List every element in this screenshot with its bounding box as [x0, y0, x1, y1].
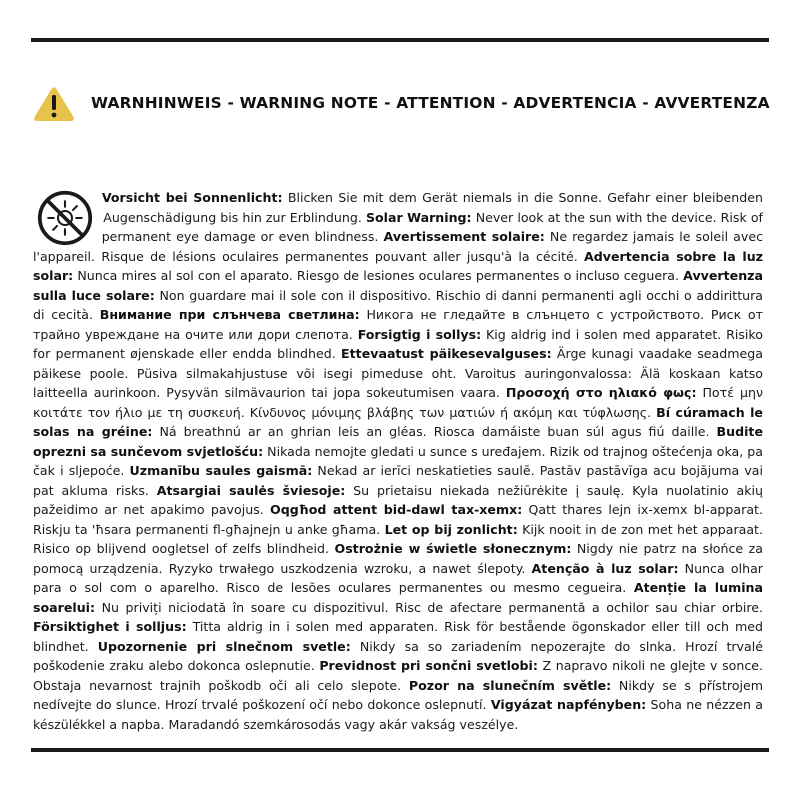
- warning-label: Avertissement solaire:: [383, 229, 545, 244]
- warning-label: Försiktighet i solljus:: [33, 619, 187, 634]
- warning-label: Solar Warning:: [365, 209, 472, 225]
- warning-label: Atsargiai saulės šviesoje:: [156, 482, 346, 498]
- warning-label: Внимание при слънчева светлина:: [99, 307, 360, 322]
- warning-label: Previdnost pri sončni svetlobi:: [319, 658, 538, 673]
- warning-text: Nikdy sa so zariadením nepozerajte do slnka. Hrozí trvalé poškodenie zraku alebo dokonca oslepnutie.: [33, 638, 763, 673]
- warning-header: [33, 86, 773, 126]
- warning-label: Advertencia sobre la luz solar:: [33, 248, 763, 283]
- warning-text: Su prietaisu niekada nežiūrėkite į saulę. Kyla nuolatinio akių pažeidimo ar net apakimo pavojus.: [33, 482, 763, 517]
- warning-text: Titta aldrig in i solen med apparaten. Risk för bestående ögonskador eller till och med blindhet.: [33, 619, 763, 654]
- no-sun-icon: [37, 190, 93, 246]
- warning-label: Forsigtig i sollys:: [357, 326, 482, 342]
- warning-text: Никога не гледайте в слънцето с устройството. Риск от трайно увреждане на очите или дори слепота.: [33, 307, 763, 342]
- warning-text: Z napravo nikoli ne glejte v sonce. Obstaja nevarnost trajnih poškodb oči ali celo slepote.: [33, 658, 763, 693]
- page-title: WARNHINWEIS - WARNING NOTE - ATTENTION - ADVERTENCIA - AVVERTENZA: [91, 94, 770, 112]
- warning-label: Ostrożnie w świetle słonecznym:: [334, 541, 572, 556]
- warning-text: Nu priviți niciodată în soare cu dispozitivul. Risc de afectare permanentă a ochilor sau chiar orbire.: [95, 599, 763, 615]
- warning-text: Ärge kunagi vaadake seadmega päikese poole. Püsiva silmakahjustuse või isegi pimeduse oht. Varoitus auringonvalossa: Älä koskaan katso laitteella aurinkoon. Pysyvän silmävaurion tai jopa sokeutumisen vaara.: [33, 346, 763, 400]
- warning-text: Blicken Sie mit dem Gerät niemals in die Sonne. Gefahr einer bleibenden Augenschädigung bis hin zur Erblindung.: [103, 190, 763, 225]
- warning-text: Qatt thares lejn ix-xemx bl-apparat. Riskju ta 'ħsara permanenti fl-għajnejn u anke għama.: [33, 502, 763, 537]
- warning-label: Vorsicht bei Sonnenlicht:: [101, 190, 283, 205]
- warning-label: Ettevaatust päikesevalguses:: [341, 346, 552, 361]
- warning-label: Avvertenza sulla luce solare:: [33, 268, 763, 303]
- warning-text: Nunca olhar para o sol com o aparelho. Risco de lesões oculares permanentes ou mesmo cegueira.: [33, 560, 763, 595]
- warning-text: Ná breathnú ar an ghrian leis an gléas. Riosca damáiste buan súl agus fiú daille.: [152, 424, 717, 439]
- warning-label: Atenție la lumina soarelui:: [33, 580, 763, 615]
- warning-text: Nunca mires al sol con el aparato. Riesgo de lesiones oculares permanentes o incluso ceguera.: [73, 268, 684, 283]
- warning-triangle-icon: [33, 86, 75, 122]
- bottom-divider: [31, 748, 769, 752]
- warning-text: Nikdy se s přístrojem nedívejte do slunce. Hrozí trvalé poškození očí nebo dokonce oslepnutí.: [33, 677, 763, 712]
- warning-label: Vigyázat napfényben:: [490, 697, 647, 712]
- warning-text: Non guardare mai il sole con il dispositivo. Rischio di danni permanenti agli occhi o addirittura di cecità.: [33, 287, 764, 322]
- warning-label: Upozornenie pri slnečnom svetle:: [97, 638, 351, 654]
- warning-text: Nekad ar ierīci neskatieties saulē. Pastāv pastāvīga acu bojājuma vai pat akluma risks.: [33, 463, 763, 498]
- warning-text: Never look at the sun with the device. Risk of permanent eye damage or even blindness.: [101, 209, 763, 244]
- warning-text: Ne regardez jamais le soleil avec l'appareil. Risque de lésions oculaires permanentes pouvant aller jusqu'à la cécité.: [33, 229, 763, 264]
- warning-label: Atenção à luz solar:: [531, 560, 679, 576]
- top-divider: [31, 38, 769, 42]
- warning-text: Soha ne nézzen a készülékkel a napba. Maradandó szemkárosodás vagy akár vakság veszélye.: [33, 697, 763, 732]
- warning-label: Oqgħod attent bid-dawl tax-xemx:: [270, 502, 523, 517]
- warning-label: Pozor na slunečním světle:: [408, 677, 612, 693]
- warning-text: Ποτέ μην κοιτάτε τον ήλιο με τη συσκευή. Κίνδυνος μόνιμης βλάβης των ματιών ή ακόμη και τύφλωσης.: [33, 385, 763, 420]
- warning-label: Let op bij zonlicht:: [384, 521, 518, 537]
- warning-text: Kijk nooit in de zon met het apparaat. Risico op blijvend oogletsel of zelfs blindheid.: [33, 521, 764, 556]
- warning-label: Uzmanību saules gaismā:: [129, 463, 313, 478]
- warning-text: Nikada nemojte gledati u sunce s uređajem. Rizik od trajnog oštećenja oka, pa čak i sljepoće.: [33, 443, 763, 478]
- warning-label: Budite oprezni sa sunčevom svjetlošću:: [33, 424, 763, 459]
- warning-label: Προσοχή στο ηλιακό φως:: [505, 385, 697, 400]
- warning-label: Bí cúramach le solas na gréine:: [33, 404, 763, 439]
- warning-text: Kig aldrig ind i solen med apparatet. Risiko for permanent øjenskade eller endda blindhed.: [33, 326, 763, 361]
- warning-text-block: [33, 188, 763, 734]
- warning-text: Nigdy nie patrz na słońce za pomocą urządzenia. Ryzyko trwałego uszkodzenia wzroku, a nawet ślepoty.: [33, 541, 764, 576]
